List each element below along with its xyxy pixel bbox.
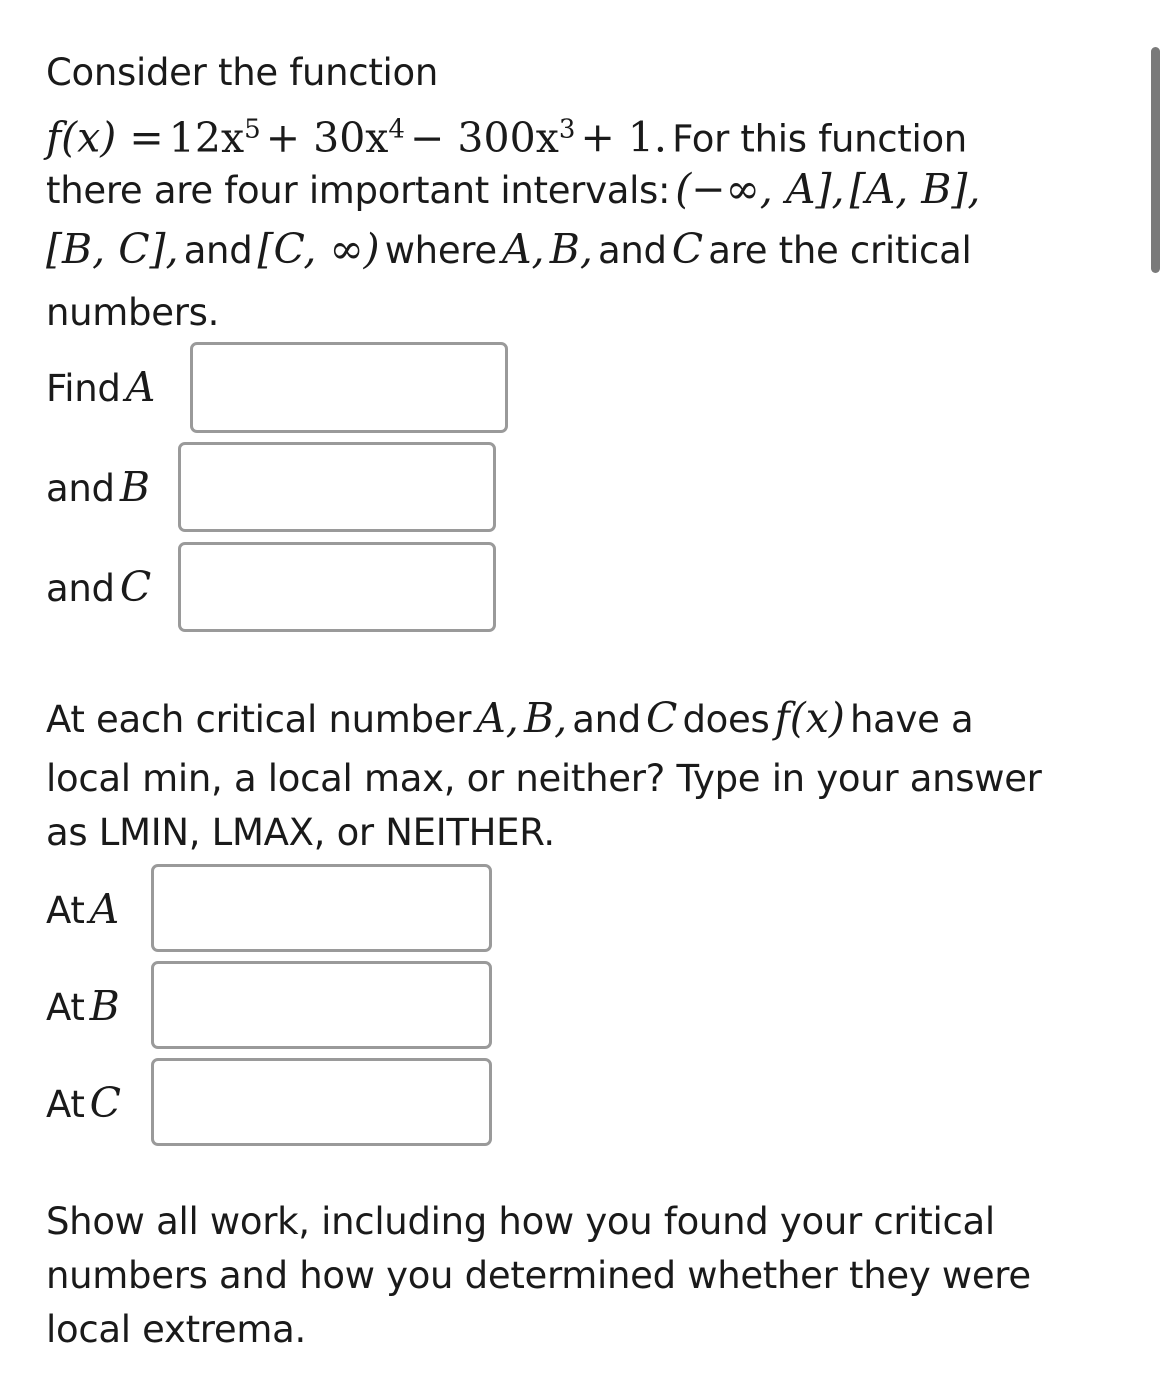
at-word-b: At xyxy=(46,986,85,1029)
find-word: Find xyxy=(46,367,121,410)
extrema-does: does xyxy=(682,698,770,741)
interval-3: [B, C], xyxy=(46,225,179,273)
var-b: B, xyxy=(549,225,593,273)
term2-exp: 4 xyxy=(388,114,405,144)
are-critical-text: are the critical xyxy=(708,229,972,272)
function-definition xyxy=(46,104,967,172)
extrema-var-a: A, xyxy=(476,694,519,742)
find-a-label xyxy=(46,362,155,421)
instructions-line2: numbers and how you determined whether they were xyxy=(46,1254,1031,1297)
label-var-c: C xyxy=(119,563,152,611)
intervals-line xyxy=(46,164,980,223)
extrema-fx: f(x) xyxy=(774,694,845,742)
var-a: A, xyxy=(501,225,545,273)
extrema-b-input[interactable] xyxy=(151,961,492,1049)
term3-exp: 3 xyxy=(558,114,576,144)
term4: + 1. xyxy=(580,113,667,162)
and-b-label xyxy=(46,462,150,521)
and-word-b: and xyxy=(46,467,115,510)
intro-text xyxy=(46,48,438,98)
scrollbar[interactable] xyxy=(1151,47,1160,273)
critical-c-input[interactable] xyxy=(178,542,496,632)
extrema-label-var-a: A xyxy=(89,885,120,933)
at-word-c: At xyxy=(46,1083,85,1126)
extrema-label-var-b: B xyxy=(89,982,120,1030)
term3-coef: − 300x xyxy=(410,113,559,162)
at-word-a: At xyxy=(46,889,85,932)
interval-2: [A, B], xyxy=(849,165,981,213)
and-c-label xyxy=(46,562,151,621)
at-c-label xyxy=(46,1078,121,1137)
term1 xyxy=(169,114,261,162)
extrema-a-input[interactable] xyxy=(151,864,492,952)
label-var-b: B xyxy=(119,463,150,511)
where-word: where xyxy=(384,229,497,272)
and-word-c: and xyxy=(46,567,115,610)
extrema-and: and xyxy=(572,698,641,741)
term1-exp: 5 xyxy=(244,114,261,144)
critical-a-input[interactable] xyxy=(190,342,508,433)
function-lhs: f(x) = xyxy=(46,113,164,162)
interval-4: [C, ∞) xyxy=(257,225,380,273)
extrema-part1: At each critical number xyxy=(46,698,472,741)
critical-b-input[interactable] xyxy=(178,442,496,532)
extrema-question-line3: as LMIN, LMAX, or NEITHER. xyxy=(46,811,555,854)
after-function-text: For this function xyxy=(672,117,967,161)
term2 xyxy=(266,114,405,162)
var-c: C xyxy=(671,225,704,273)
term2-coef: + 30x xyxy=(265,113,389,162)
and-word-2: and xyxy=(597,229,667,272)
extrema-have-a: have a xyxy=(849,698,974,741)
instructions-line1: Show all work, including how you found your critical xyxy=(46,1200,995,1243)
intervals-line-2 xyxy=(46,224,971,283)
extrema-question-line2: local min, a local max, or neither? Type in your answer xyxy=(46,757,1042,800)
extrema-question-line1 xyxy=(46,693,973,752)
extrema-var-b: B, xyxy=(523,694,568,742)
term3 xyxy=(410,114,575,162)
at-b-label xyxy=(46,981,120,1040)
intro-word: Consider the function xyxy=(46,51,439,94)
intervals-text: there are four important intervals: xyxy=(46,169,671,212)
term1-coef: 12x xyxy=(168,113,245,162)
instructions-line3: local extrema. xyxy=(46,1308,306,1351)
and-word-1: and xyxy=(183,229,253,272)
at-a-label xyxy=(46,884,119,943)
extrema-c-input[interactable] xyxy=(151,1058,492,1146)
extrema-label-var-c: C xyxy=(89,1079,122,1127)
extrema-var-c: C xyxy=(646,694,678,742)
numbers-text: numbers. xyxy=(46,291,220,334)
interval-1: (−∞, A], xyxy=(675,165,845,213)
label-var-a: A xyxy=(125,363,156,411)
